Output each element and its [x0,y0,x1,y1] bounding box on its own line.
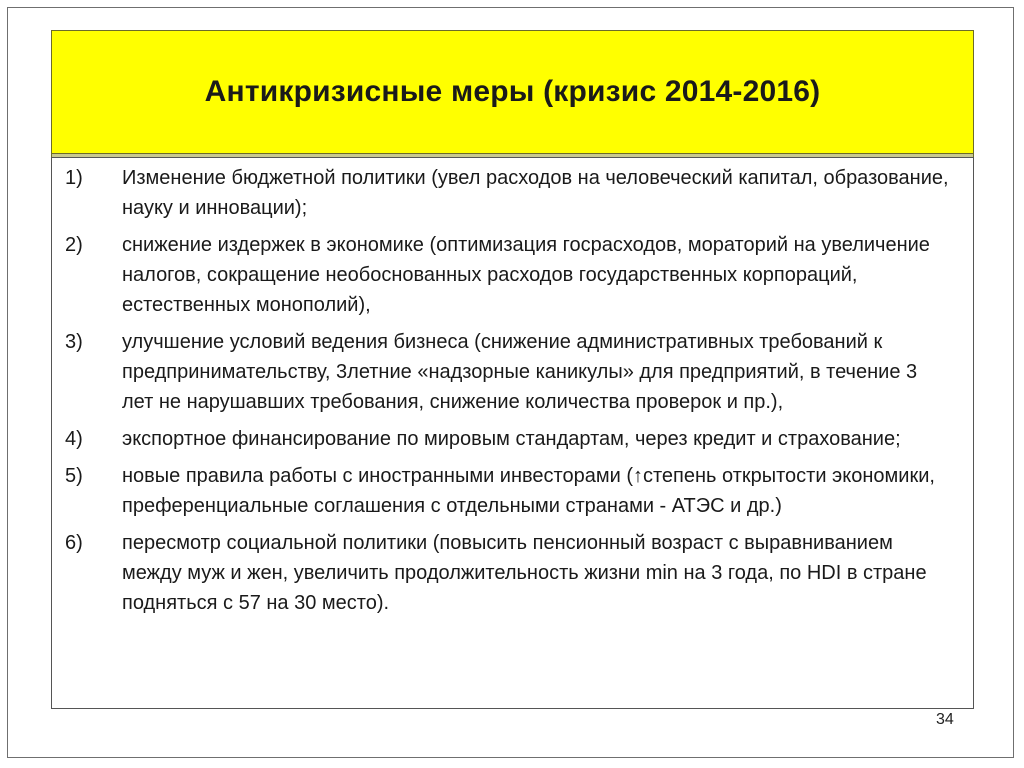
list-item [52,230,973,320]
list-item [52,163,973,223]
list-item-number: 2) [65,234,83,256]
list-item [52,327,973,417]
page-number: 34 [936,711,954,728]
list-item-text: пересмотр социальной политики (повысить пенсионный возраст с выравниванием между муж и жен, увеличить продолжительность жизни min на 3 года, по HDI в стране подняться с 57 на 30 место). [122,532,927,614]
list-item-number: 6) [65,532,83,554]
list-item-text: улучшение условий ведения бизнеса (снижение административных требований к предпринимательству, 3летние «надзорные каникулы» для предприятий, в течение 3 лет не нарушавших требования, снижение количества проверок и пр.), [122,331,918,413]
list-item-text: снижение издержек в экономике (оптимизация госрасходов, мораторий на увеличение налогов, сокращение необоснованных расходов государственных корпораций, естественных монополий), [122,234,930,316]
slide-title: Антикризисные меры (кризис 2014-2016) [204,75,821,108]
list-item-number: 5) [65,465,83,487]
list-item-number: 1) [65,167,83,189]
list-item-number: 3) [65,331,83,353]
content-box [51,157,974,709]
list-item-text: экспортное финансирование по мировым стандартам, через кредит и страхование; [122,428,901,450]
list-item-text: новые правила работы с иностранными инвесторами (↑степень открытости экономики, преференциальные соглашения с отдельными странами - АТЭС и др.) [122,465,935,517]
list-item [52,424,973,454]
measures-list [52,163,973,625]
title-box [51,30,974,154]
list-item [52,528,973,618]
list-item-text: Изменение бюджетной политики (увел расходов на человеческий капитал, образование, науку и инновации); [122,167,949,219]
list-item [52,461,973,521]
list-item-number: 4) [65,428,83,450]
